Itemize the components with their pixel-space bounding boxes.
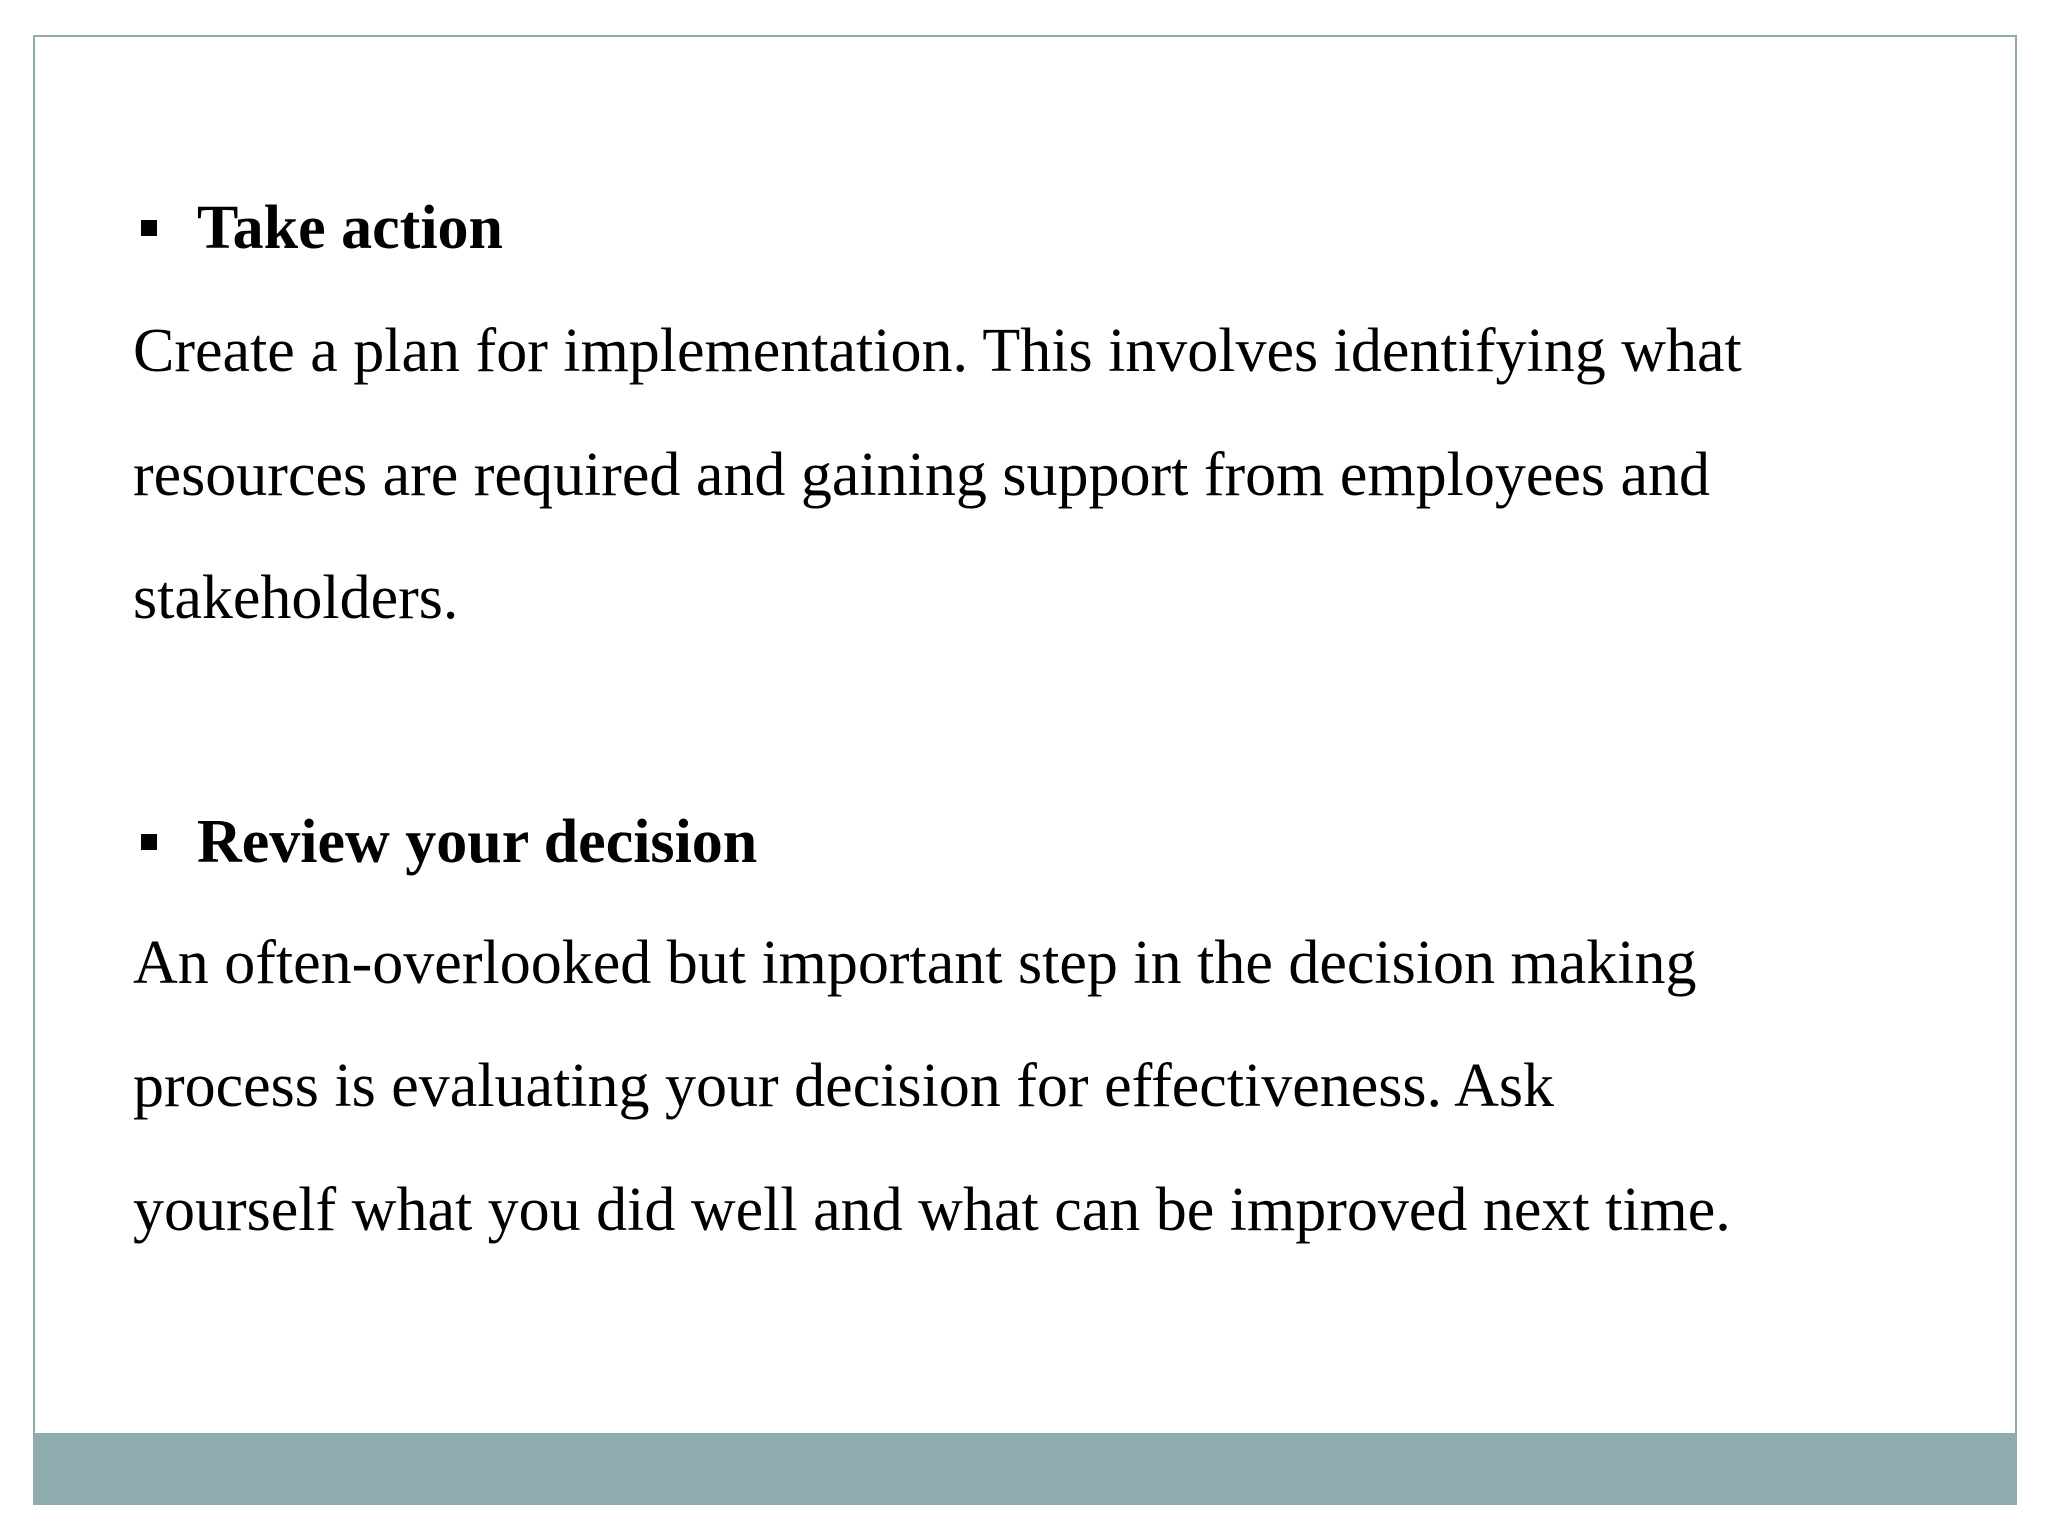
paragraph-line: Create a plan for implementation. This involves identifying what xyxy=(133,317,1742,385)
paragraph-line: yourself what you did well and what can be improved next time. xyxy=(133,1176,1731,1244)
slide xyxy=(33,35,2017,1505)
section-heading-take-action xyxy=(133,194,504,262)
paragraph-line: process is evaluating your decision for effectiveness. Ask xyxy=(133,1052,1555,1120)
section-heading-text: Take action xyxy=(197,194,504,262)
square-bullet-icon xyxy=(141,220,157,236)
footer-accent-band xyxy=(35,1433,2015,1503)
square-bullet-icon xyxy=(141,834,157,850)
paragraph-line: stakeholders. xyxy=(133,564,459,632)
section-heading-text: Review your decision xyxy=(197,808,758,876)
paragraph-line: An often-overlooked but important step in the decision making xyxy=(133,929,1697,997)
section-heading-review-your-decision xyxy=(133,808,758,876)
paragraph-line: resources are required and gaining support from employees and xyxy=(133,441,1711,509)
